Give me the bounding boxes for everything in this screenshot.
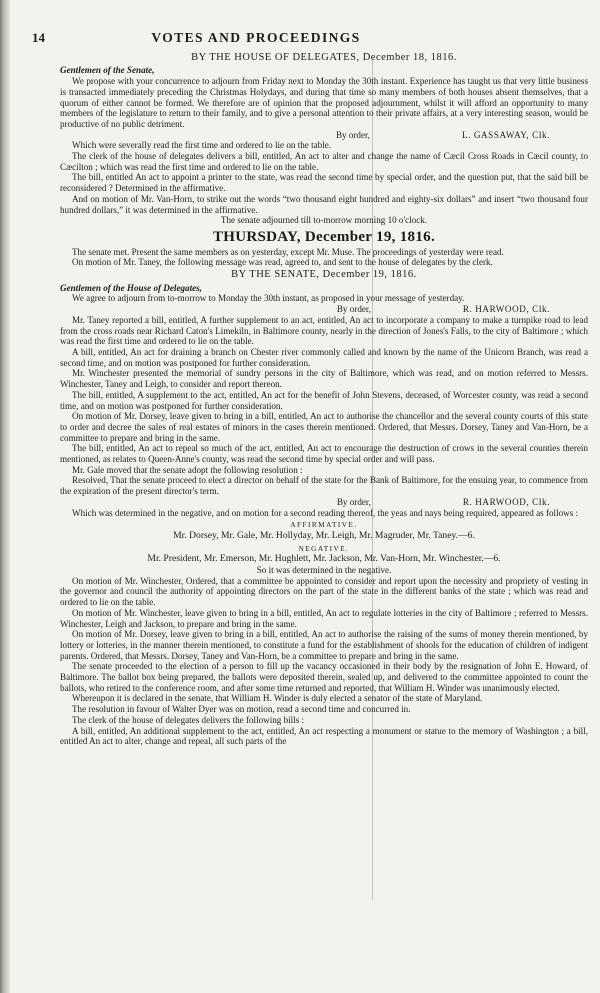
paragraph: Which were severally read the first time and ordered to lie on the table. bbox=[72, 140, 332, 151]
signature-line bbox=[60, 130, 550, 141]
signer: R. HARWOOD, Clk. bbox=[462, 496, 550, 507]
negative-names: Mr. President, Mr. Emerson, Mr. Hughlett, Mr. Jackson, Mr. Van-Horn, Mr. Winchester.—6. bbox=[147, 553, 501, 565]
salutation: Gentlemen of the House of Delegates, bbox=[60, 282, 202, 293]
signer: R. HARWOOD, Clk. bbox=[462, 304, 550, 315]
by-order: By order, bbox=[336, 496, 371, 507]
salutation: Gentlemen of the Senate, bbox=[60, 65, 155, 76]
signer: L. GASSAWAY, Clk. bbox=[461, 129, 550, 140]
paragraph: Mr. Winchester presented the memorial of sundry persons in the city of Baltimore, which was read, and on motion referred to Messrs. Winchester, Taney and Leigh, to consider and report thereon. bbox=[60, 368, 588, 390]
affirmative-names: Mr. Dorsey, Mr. Gale, Mr. Hollyday, Mr. Leigh, Mr. Magruder, Mr. Taney.—6. bbox=[173, 529, 475, 541]
paragraph: The bill, entitled, An act to repeal so much of the act, entitled, An act to encourage the destruction of crows in the several counties therein mentioned, as relates to Queen-Anne's county, was read the second time by special order and will pass. bbox=[60, 443, 588, 465]
paragraph: On motion of Mr. Dorsey, leave given to bring in a bill, entitled, An act to authorise the chancellor and the several county courts of this state to order and decree the sales of real estates of minors in the cases therein mentioned. Ordered, that Messrs. Dorsey, Taney and Van-Horn, be a committee to prepare and bring in the same. bbox=[60, 411, 588, 443]
by-order: By order, bbox=[335, 129, 370, 140]
message-body: We propose with your concurrence to adjourn from Friday next to Monday the 30th instant. Experience has taught us that very little business is transacted immediately preceding the Christmas Holydays, and during that time so many members of both houses absent themselves, that a quorum of either cannot be formed. We therefore are of opinion that the proposed adjournment, whilst it will afford an opportunity to many members of the legislature to return to their family, and to give a personal attention to their private affairs, at a very interesting season, would be productive of no public detriment. bbox=[60, 76, 588, 129]
message-body: We agree to adjourn from to-morrow to Monday the 30th instant, as proposed in your message of yesterday. bbox=[72, 293, 465, 304]
vote-result: So it was determined in the negative. bbox=[256, 565, 392, 576]
message-heading: BY THE HOUSE OF DELEGATES, December 18, 1816. bbox=[191, 51, 457, 63]
paragraph: The bill, entitled An act to appoint a printer to the state, was read the second time by special order, and the question put, that the said bill be reconsidered ? Determined in the affirmative. bbox=[60, 172, 588, 194]
running-title: VOTES AND PROCEEDINGS bbox=[151, 30, 361, 45]
negative-label: NEGATIVE. bbox=[298, 544, 350, 553]
paragraph: Mr. Gale moved that the senate adopt the following resolution : bbox=[72, 464, 303, 475]
paragraph: And on motion of Mr. Van-Horn, to strike out the words “two thousand eight hundred and eighty-six dollars” and insert “two thousand four hundred dollars,” it was determined in the affirmative. bbox=[60, 193, 588, 215]
paragraph: On motion of Mr. Dorsey, leave given to bring in a bill, entitled, An act to authorise the raising of the sums of money therein mentioned, by lottery or lotteries, in the manner therein mentioned, to constitute a fund for the establishment of shools for the education of children of indigent parents. Ordered, that Messrs. Dorsey, Taney and Van-Horn, be a committee to prepare and bring in the same. bbox=[60, 629, 588, 661]
paragraph: Resolved, That the senate proceed to elect a director on behalf of the state for the Bank of Baltimore, for the ensuing year, to commence from the expiration of the present director's term. bbox=[60, 475, 588, 497]
paragraph: On motion of Mr. Taney, the following message was read, agreed to, and sent to the house of delegates by the clerk. bbox=[72, 257, 493, 268]
paragraph: The senate proceeded to the election of a person to fill up the vacancy occasioned in their body by the resignation of John E. Howard, of Baltimore. The ballot box being prepared, the ballots were deposited therein, sealed up, and delivered to the committee appointed to count the ballots, who retired to the conference room, and after some time returned and reported, that William H. Winder was unanimously elected. bbox=[60, 661, 588, 693]
paragraph: A bill, entitled, An act for draining a branch on Chester river commonly called and known by the name of the Unicorn Branch, was read a second time, and on motion was postponed for further consideration. bbox=[60, 346, 588, 368]
page-content bbox=[32, 30, 588, 747]
paragraph: Mr. Taney reported a bill, entitled, A further supplement to an act, entitled, An act to incorporate a company to make a turnpike road to lead from the cross roads near Richard Caton's Limekiln, in Baltimore county, nearly in the direction of Jones's Falls, to the city of Baltimore ; which was read the first time and ordered to lie on the table. bbox=[60, 314, 588, 347]
binding-shadow bbox=[0, 0, 10, 993]
paragraph: The clerk of the house of delegates delivers the following bills : bbox=[72, 714, 305, 725]
vote-intro: Which was determined in the negative, and on motion for a second reading thereof, the yeas and nays being required, appeared as follows : bbox=[72, 507, 579, 518]
paragraph: On motion of Mr. Winchester, leave given to bring in a bill, entitled, An act to regulate lotteries in the city of Baltimore ; referred to Messrs. Winchester, Leigh and Jackson, to prepare and bring in the same. bbox=[60, 607, 588, 629]
message-heading: BY THE SENATE, December 19, 1816. bbox=[231, 269, 417, 281]
paragraph: Whereupon it is declared in the senate, that William H. Winder is duly elected a senator of the state of Maryland. bbox=[72, 693, 483, 704]
paragraph: The bill, entitled, A supplement to the act, entitled, An act for the benefit of John Stevens, deceased, of Worcester county, was read a second time, and on motion was postponed for further consideration. bbox=[60, 389, 588, 411]
affirmative-label: AFFIRMATIVE. bbox=[290, 521, 358, 530]
day-heading: THURSDAY, December 19, 1816. bbox=[212, 228, 435, 245]
paragraph: The senate met. Present the same members as on yesterday, except Mr. Muse. The proceedings of yesterday were read. bbox=[72, 246, 504, 257]
page-number: 14 bbox=[32, 30, 45, 45]
paragraph: The clerk of the house of delegates delivers a bill, entitled, An act to alter and change the name of Cæcil Cross Roads in Cæcil county, to Cæcilton ; which was read the first time and ordered to lie on the table. bbox=[60, 151, 588, 172]
paragraph: The resolution in favour of Walter Dyer was on motion, read a second time and concurred in. bbox=[72, 704, 411, 715]
signature-line bbox=[60, 304, 550, 315]
by-order: By order, bbox=[336, 304, 371, 315]
running-head bbox=[32, 30, 588, 45]
paragraph: A bill, entitled, An additional supplement to the act, entitled, An act respecting a monument or statue to the memory of Washington ; a bill, entitled An act to alter, change and repeal, all such parts of the bbox=[60, 725, 588, 747]
adjournment-line: The senate adjourned till to-morrow morning 10 o'clock. bbox=[220, 215, 428, 226]
signature-line bbox=[60, 497, 550, 508]
paragraph: On motion of Mr. Winchester, Ordered, that a committee be appointed to consider and report upon the necessity and propriety of vesting in the governor and council the authority of appointing directors on the part of the state in the different banks of the state ; which was read and ordered to lie on the table. bbox=[60, 575, 588, 608]
